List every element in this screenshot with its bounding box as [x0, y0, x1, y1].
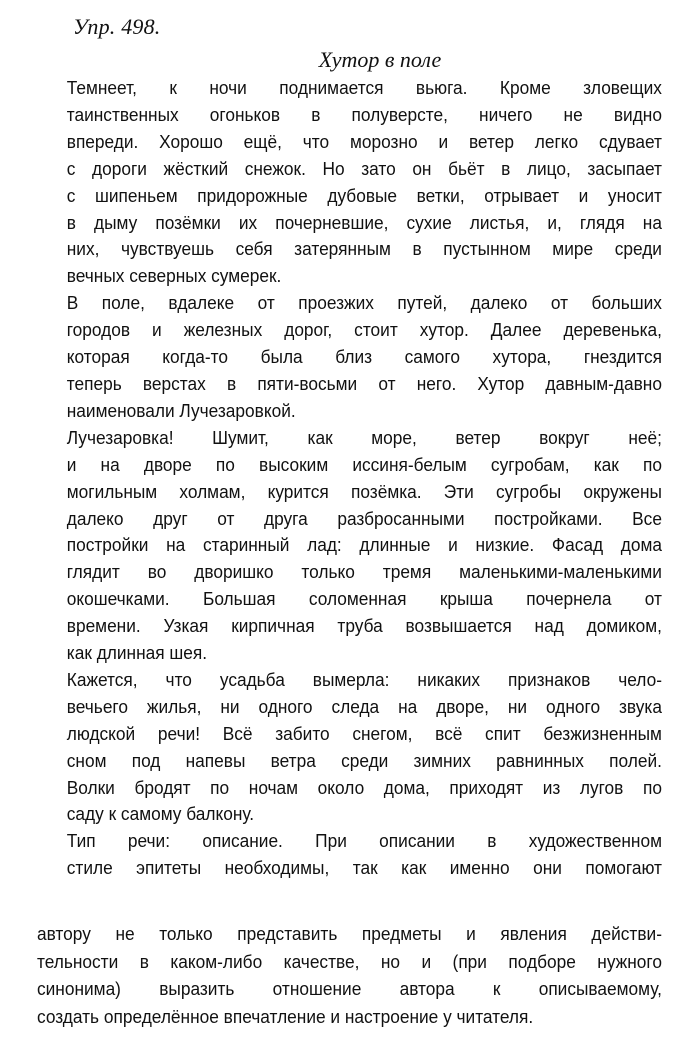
text-line: в дыму позёмки их почерневшие, сухие листья, и, глядя на	[66, 211, 662, 233]
paragraph-3	[37, 425, 662, 667]
text-line: них, чувствуешь себя затерянным в пустынном мире среди	[66, 238, 662, 260]
text-line: вечных северных сумерек.	[66, 265, 282, 287]
text-line: вечьего жилья, ни одного следа на дворе, ни одного звука	[66, 695, 662, 717]
analysis-paragraph	[37, 828, 662, 882]
text-line: постройки на старинный лад: длинные и низкие. Фасад дома	[66, 534, 662, 556]
main-text	[37, 75, 662, 882]
text-line: сном под напевы ветра среди зимних равнинных полей.	[66, 749, 662, 771]
text-line: Волки бродят по ночам около дома, приходят из лугов по	[66, 776, 662, 798]
text-line: глядит во дворишко только тремя маленькими-маленькими	[66, 561, 662, 583]
text-line: которая когда-то была близ самого хутора, гнездится	[66, 346, 662, 368]
analysis-continuation	[37, 920, 662, 1030]
text-line: Кажется, что усадьба вымерла: никаких признаков чело-	[66, 668, 662, 690]
text-line: Лучезаровка! Шумит, как море, ветер вокруг неё;	[66, 426, 662, 448]
text-line: создать определённое впечатление и настроение у читателя.	[37, 1005, 534, 1027]
text-line: как длинная шея.	[66, 642, 208, 664]
text-line: В поле, вдалеке от проезжих путей, далеко от больших	[66, 292, 662, 314]
paragraph-1	[37, 75, 662, 290]
text-line: автору не только представить предметы и явления действи-	[37, 923, 662, 944]
text-line: окошечками. Большая соломенная крыша почернела от	[66, 588, 662, 610]
text-line: с шипеньем придорожные дубовые ветки, отрывает и уносит	[66, 184, 662, 206]
text-line: впереди. Хорошо ещё, что морозно и ветер легко сдувает	[66, 130, 662, 152]
text-line: людской речи! Всё забито снегом, всё спит безжизненным	[66, 722, 662, 744]
text-line: синонима) выразить отношение автора к описываемому,	[37, 978, 662, 999]
text-title: Хутор в поле	[318, 47, 442, 72]
paragraph-4	[37, 667, 662, 828]
text-line: Темнеет, к ночи поднимается вьюга. Кроме зловещих	[66, 77, 662, 98]
text-line: тельности в каком-либо качестве, но и (при подборе нужного	[37, 950, 662, 972]
text-line: саду к самому балкону.	[66, 803, 255, 825]
text-line: с дороги жёсткий снежок. Но зато он бьёт в лицо, засыпает	[66, 157, 662, 179]
text-line: наименовали Лучезаровкой.	[66, 399, 296, 421]
text-line: и на дворе по высоким иссиня-белым сугробам, как по	[66, 453, 662, 475]
text-line: далеко друг от друга разбросанными постройками. Все	[66, 507, 662, 529]
text-line: таинственных огоньков в полуверсте, ничего не видно	[66, 103, 662, 125]
text-line: Тип речи: описание. При описании в художественном	[66, 830, 662, 852]
paragraph-2	[37, 290, 662, 425]
text-line: городов и железных дорог, стоит хутор. Далее деревенька,	[66, 319, 662, 341]
text-line: теперь верстах в пяти-восьми от него. Хутор давным-давно	[66, 372, 662, 394]
text-line: стиле эпитеты необходимы, так как именно они помогают	[66, 857, 662, 879]
text-line: могильным холмам, курится позёмка. Эти сугробы окружены	[66, 480, 662, 502]
analysis-paragraph-cont	[37, 920, 662, 1030]
exercise-number: Упр. 498.	[73, 14, 161, 39]
text-line: времени. Узкая кирпичная труба возвышается над домиком,	[66, 615, 662, 637]
